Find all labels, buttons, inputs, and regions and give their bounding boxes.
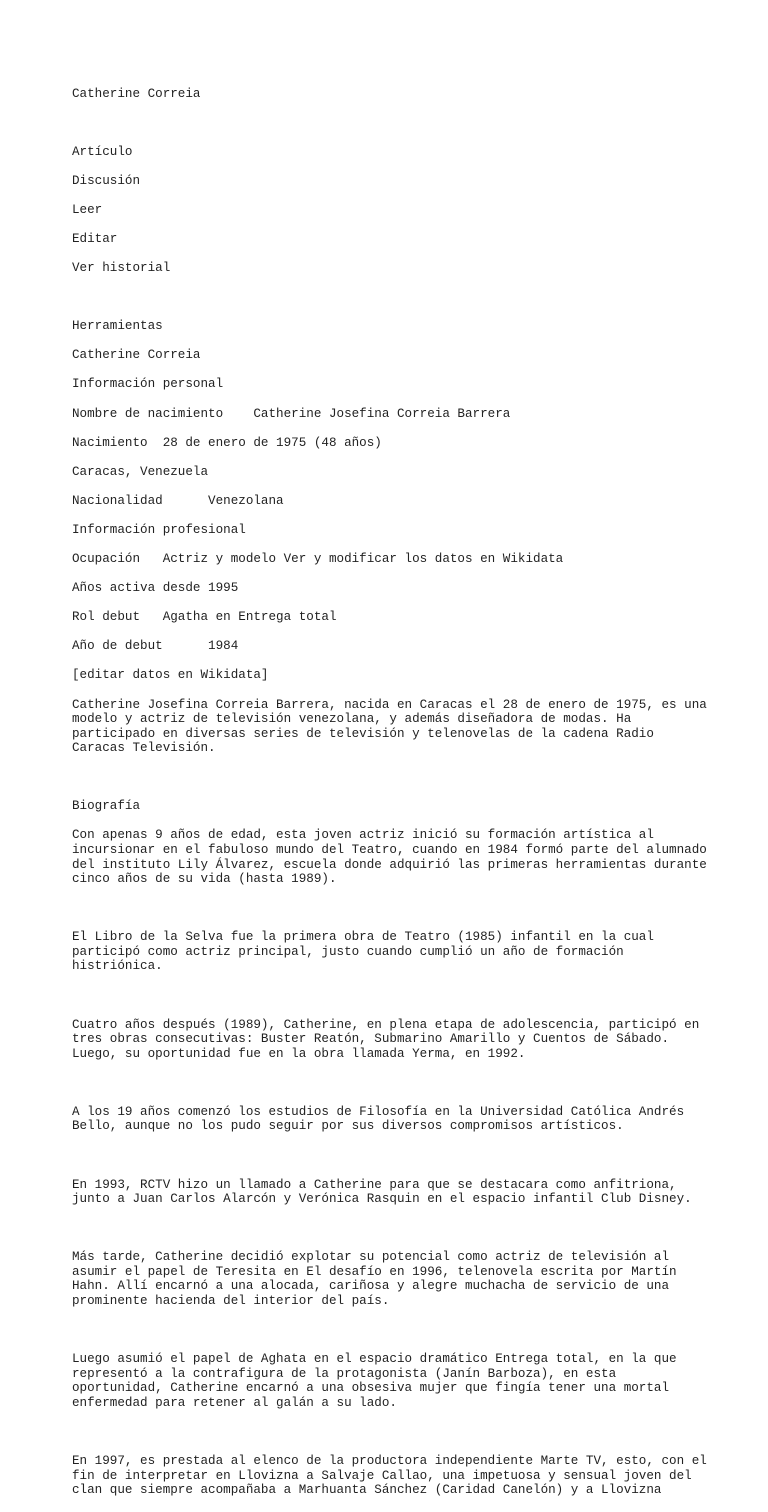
bio-paragraph: En 1993, RCTV hizo un llamado a Catherine para que se destacara como anfitriona, junto a Juan Carlos Alarcón y Verónica Rasquin en el espacio infantil Club Disney. (72, 1177, 692, 1207)
bio-paragraph: En 1997, es prestada al elenco de la productora independiente Marte TV, esto, con el fin de interpretar en Llovizna a Salvaje Callao, una impetuosa y sensual joven del clan que siempre acompañaba a Marhuanta Sánchez (Caridad Canelón) y a Llovizna (72, 1453, 715, 1498)
bio-paragraph: Luego asumió el papel de Aghata en el espacio dramático Entrega total, en la que representó a la contrafigura de la protagonista (Janín Barboza), en esta oportunidad, Catherine encarnó a una obsesiva mujer que fingía tener una mortal enfermedad para retener al galán a su lado. (72, 1352, 685, 1410)
infobox-nationality: Nacionalidad Venezolana (72, 493, 284, 508)
infobox-birth-date: Nacimiento 28 de enero de 1975 (48 años) (72, 435, 382, 450)
spacer (72, 290, 712, 305)
tab-ver-historial[interactable]: Ver historial (72, 261, 171, 276)
article-document (72, 72, 715, 1512)
section-heading-biografia: Biografía (72, 799, 141, 814)
spacer (72, 1425, 712, 1440)
tab-articulo[interactable]: Artículo (72, 144, 133, 159)
spacer (72, 1221, 712, 1236)
spacer (72, 1323, 712, 1338)
page-title: Catherine Correia (72, 86, 201, 101)
tab-discusion[interactable]: Discusión (72, 173, 141, 188)
infobox-years-active: Años activa desde 1995 (72, 581, 239, 596)
infobox-name: Catherine Correia (72, 348, 201, 363)
spacer (72, 1148, 712, 1163)
infobox-birth-name: Nombre de nacimiento Catherine Josefina Correia Barrera (72, 406, 511, 421)
tab-editar[interactable]: Editar (72, 232, 118, 247)
spacer (72, 1076, 712, 1091)
tab-leer[interactable]: Leer (72, 202, 103, 217)
spacer (72, 901, 712, 916)
infobox-debut-role: Rol debut Agatha en Entrega total (72, 610, 337, 625)
infobox-professional-header: Información profesional (72, 522, 246, 537)
bio-paragraph: Cuatro años después (1989), Catherine, en plena etapa de adolescencia, participó en tres obras consecutivas: Buster Reatón, Submarino Amarillo y Cuentos de Sábado. Luego, su oportunidad fue en la obra llamada Yerma, en 1992. (72, 1017, 707, 1061)
spacer (72, 770, 712, 785)
intro-paragraph: Catherine Josefina Correia Barrera, nacida en Caracas el 28 de enero de 1975, es una modelo y actriz de televisión venezolana, y además diseñadora de modas. Ha participado en diversas series de televisión y telenovelas de la cadena Radio Caracas Televisión. (72, 697, 715, 756)
spacer (72, 116, 712, 131)
infobox-birth-place[interactable]: Caracas, Venezuela (72, 464, 209, 479)
infobox-occupation: Ocupación Actriz y modelo Ver y modificar los datos en Wikidata (72, 552, 564, 567)
bio-paragraph: El Libro de la Selva fue la primera obra de Teatro (1985) infantil en la cual participó como actriz principal, justo cuando cumplió un año de formación histriónica. (72, 930, 662, 974)
infobox-debut-year: Año de debut 1984 (72, 639, 239, 654)
bio-paragraph: Más tarde, Catherine decidió explotar su potencial como actriz de televisión al asumir el papel de Teresita en El desafío en 1996, telenovela escrita por Martín Hahn. Allí encarnó a una alocada, cariñosa y alegre muchacha de servicio de una prominente hacienda del interior del país. (72, 1250, 685, 1308)
tools-menu[interactable]: Herramientas (72, 319, 163, 334)
bio-paragraph: Con apenas 9 años de edad, esta joven actriz inició su formación artística al incursionar en el fabuloso mundo del Teatro, cuando en 1984 formó parte del alumnado del instituto Lily Álvarez, escuela donde adquirió las primeras herramientas durante cinco años de su vida (hasta 1989). (72, 828, 715, 887)
spacer (72, 988, 712, 1003)
edit-wikidata-link[interactable]: [editar datos en Wikidata] (72, 668, 269, 683)
infobox-personal-header: Información personal (72, 377, 224, 392)
bio-paragraph: A los 19 años comenzó los estudios de Filosofía en la Universidad Católica Andrés Bello, aunque no los pudo seguir por sus diversos compromisos artísticos. (72, 1104, 692, 1134)
